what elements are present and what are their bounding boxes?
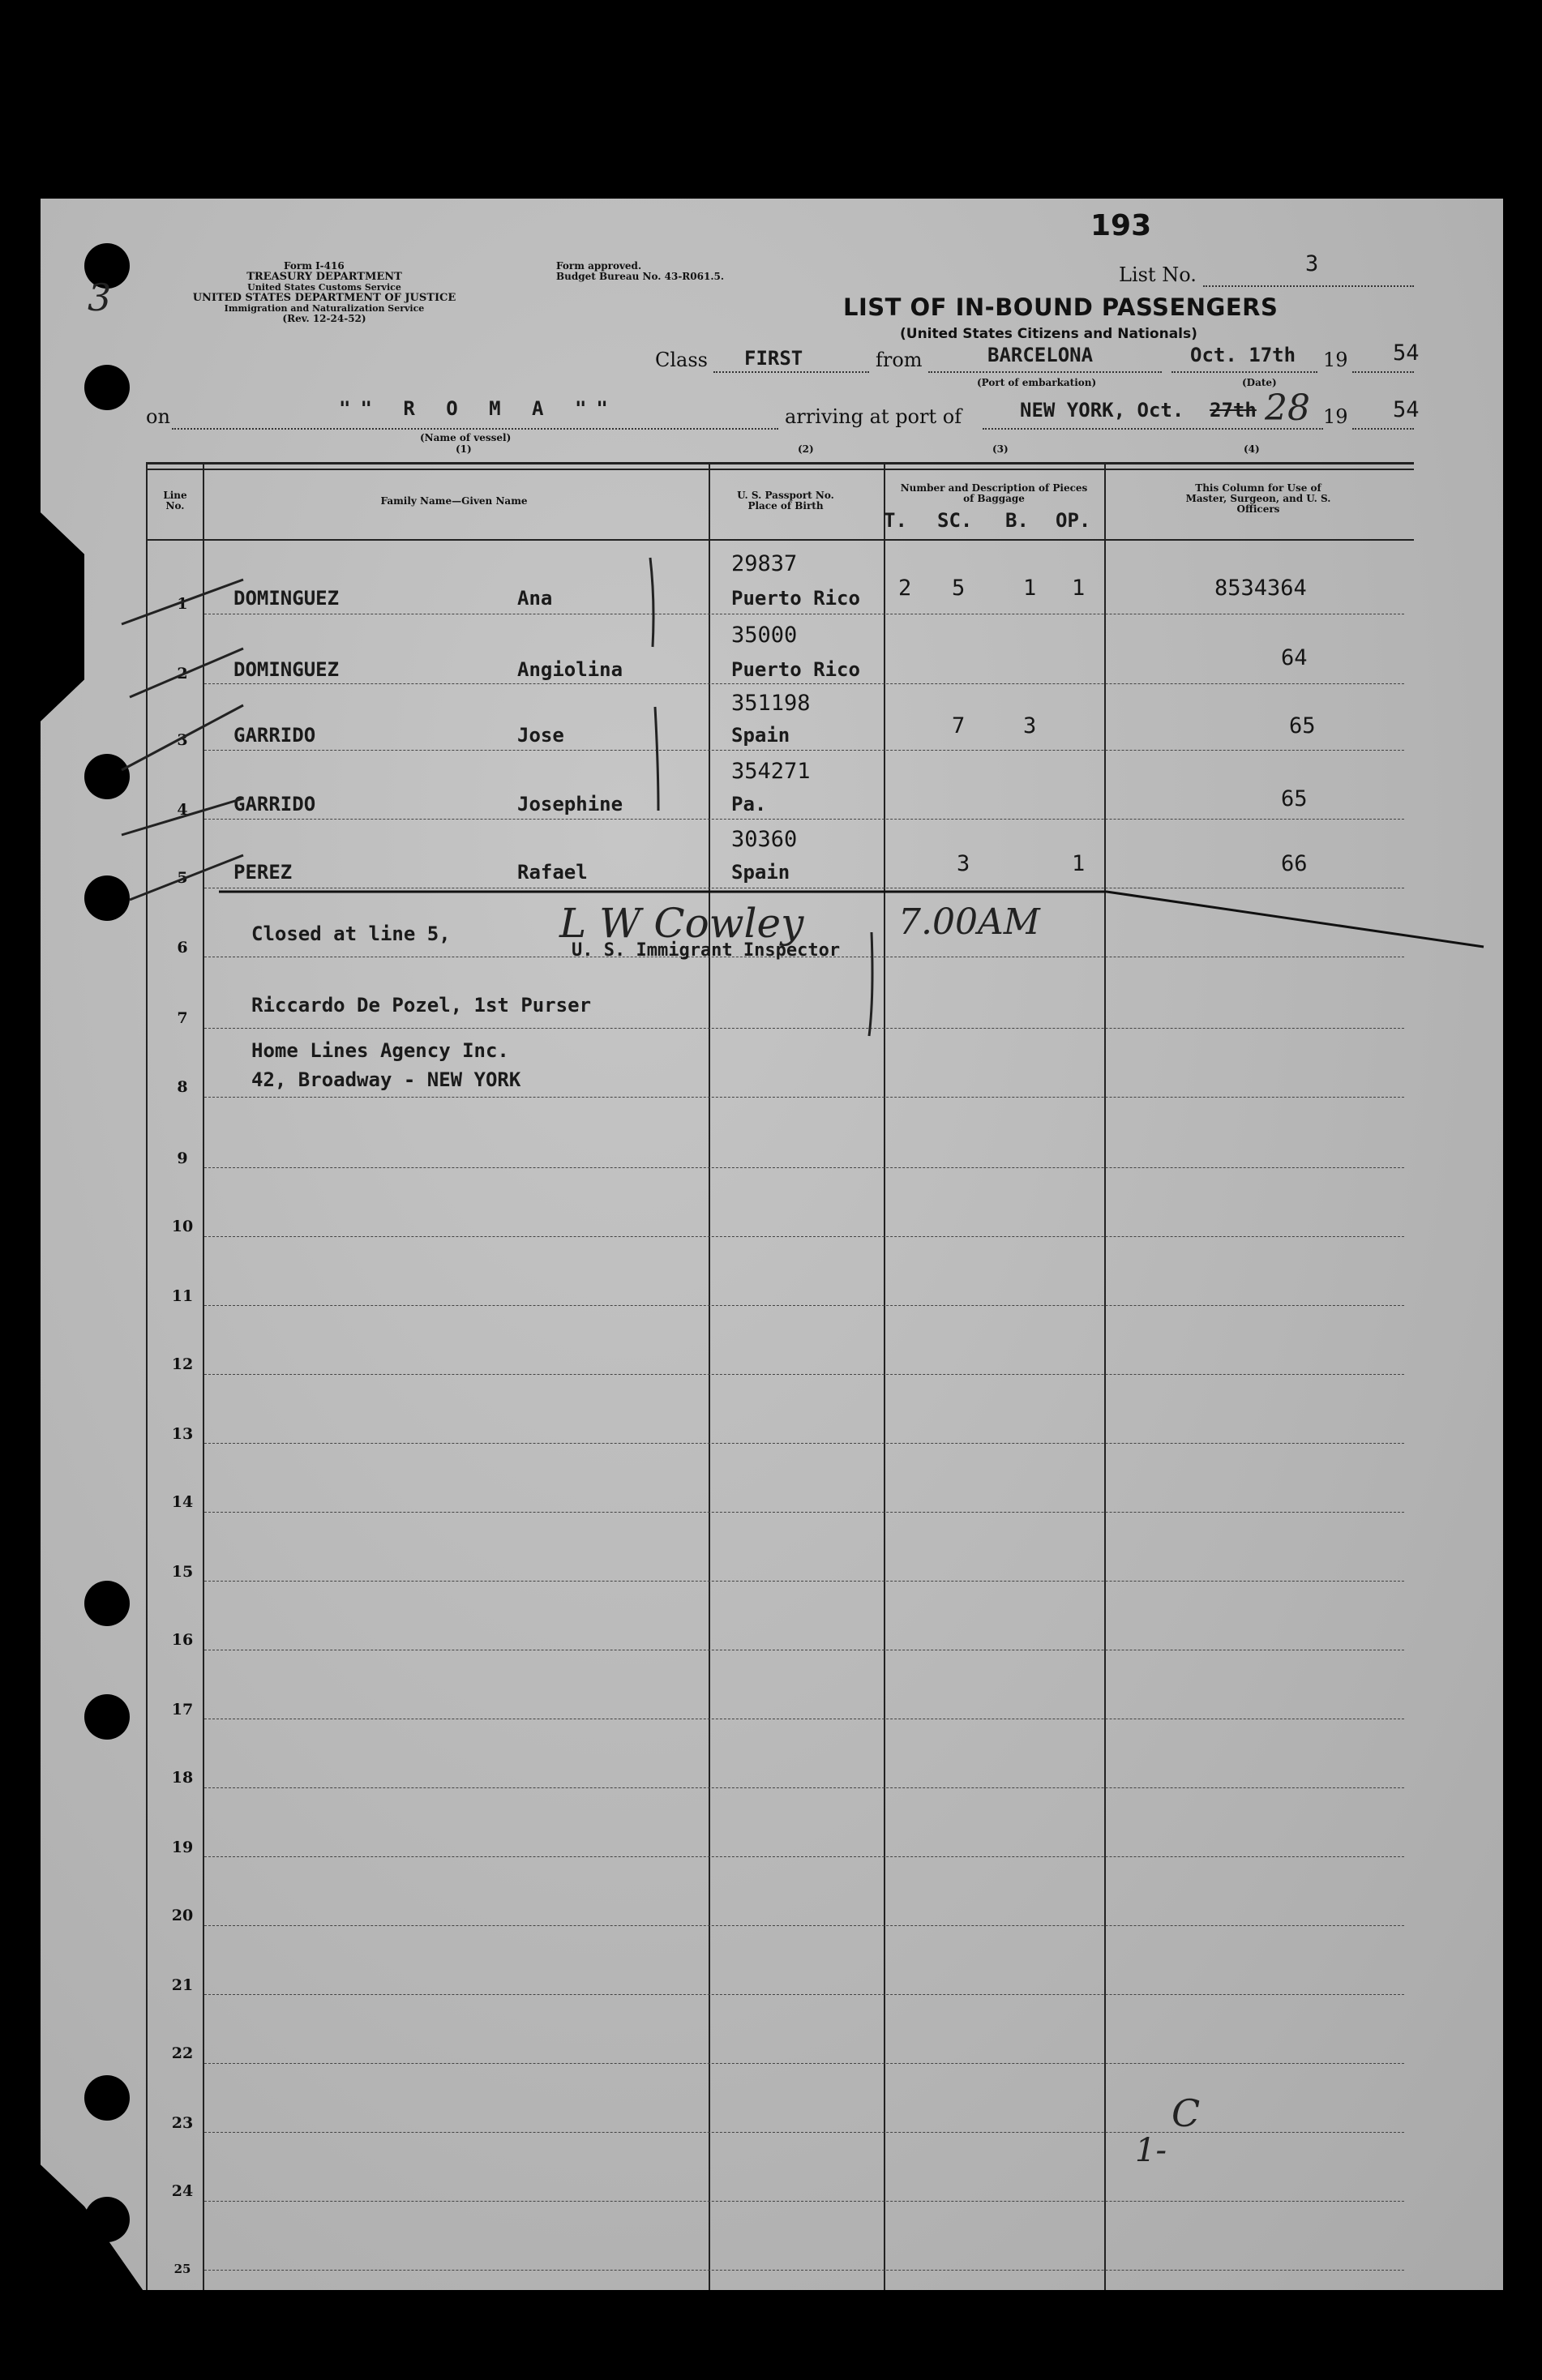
passenger-passport: 29837 xyxy=(731,551,798,576)
page-number: 193 xyxy=(1090,209,1152,242)
passenger-family: DOMINGUEZ xyxy=(233,587,340,610)
form-approved: Form approved. xyxy=(556,260,642,272)
check-stroke xyxy=(130,649,243,697)
passenger-birth: Pa. xyxy=(731,793,767,815)
passenger-passport: 354271 xyxy=(731,759,811,784)
passenger-given: Ana xyxy=(517,587,553,610)
passenger-birth: Spain xyxy=(731,861,790,884)
hand-mark: 1- xyxy=(1135,2132,1167,2169)
treasury-dept: TREASURY DEPARTMENT xyxy=(246,271,402,283)
arrival-value: NEW YORK, Oct. xyxy=(1020,399,1184,422)
col-header-officers: This Column for Use of Master, Surgeon, and U. S. Officers xyxy=(1185,482,1331,515)
bag-op-value: 1 xyxy=(1072,576,1086,601)
from-value: BARCELONA xyxy=(987,344,1094,366)
line-number: 13 xyxy=(171,1425,194,1443)
signature-time: 7.00AM xyxy=(898,901,1040,943)
passenger-family: PEREZ xyxy=(233,861,293,884)
officer-note: 65 xyxy=(1289,713,1316,738)
closing-line xyxy=(219,892,1484,947)
class-label: Class xyxy=(655,349,708,371)
bag-op-value: 1 xyxy=(1072,851,1086,876)
bag-b-value: 3 xyxy=(1023,713,1037,738)
bag-sc: SC. xyxy=(937,509,973,532)
line-number: 18 xyxy=(171,1769,194,1787)
passenger-family: DOMINGUEZ xyxy=(233,658,340,681)
line-number: 20 xyxy=(171,1907,194,1924)
line-number: 7 xyxy=(177,1009,188,1027)
line-number: 8 xyxy=(177,1078,188,1096)
officer-note: 66 xyxy=(1281,851,1308,876)
bag-b-value: 1 xyxy=(1023,576,1037,601)
family-bracket xyxy=(655,707,658,811)
col-header-line: Line No. xyxy=(163,490,187,512)
officer-note: 8534364 xyxy=(1214,576,1307,601)
line-number: 9 xyxy=(177,1149,188,1167)
arrival-struck: 27th xyxy=(1210,399,1257,422)
passenger-birth: Puerto Rico xyxy=(731,658,860,681)
ins: Immigration and Naturalization Service xyxy=(224,303,425,314)
port-embark-caption: (Port of embarkation) xyxy=(977,377,1097,388)
line-number: 21 xyxy=(171,1976,194,1994)
passenger-passport: 30360 xyxy=(731,827,798,852)
passenger-given: Jose xyxy=(517,724,564,747)
signature-tail xyxy=(869,932,872,1036)
bag-op: OP. xyxy=(1056,509,1091,532)
passenger-given: Josephine xyxy=(517,793,623,815)
caption-2: (2) xyxy=(798,443,814,455)
arrival-hand: 28 xyxy=(1265,387,1310,429)
officer-note: 65 xyxy=(1281,786,1308,811)
form-subtitle: (United States Citizens and Nationals) xyxy=(900,326,1197,342)
vessel-caption: (Name of vessel) xyxy=(420,432,512,443)
passenger-birth: Puerto Rico xyxy=(731,587,860,610)
passenger-family: GARRIDO xyxy=(233,724,316,747)
caption-1: (1) xyxy=(456,443,472,455)
arriving-label: arriving at port of xyxy=(785,405,962,428)
date-caption: (Date) xyxy=(1242,377,1277,388)
line-number: 24 xyxy=(171,2182,194,2200)
check-stroke xyxy=(130,855,243,900)
justice-dept: UNITED STATES DEPARTMENT OF JUSTICE xyxy=(192,292,456,304)
inspector-signature: L W Cowley xyxy=(559,900,804,947)
line-number: 15 xyxy=(171,1563,194,1581)
passenger-passport: 351198 xyxy=(731,691,811,716)
line-number: 2 xyxy=(177,665,188,683)
line-number: 16 xyxy=(171,1631,194,1649)
officer-note: 64 xyxy=(1281,645,1308,670)
col-header-passport: U. S. Passport No. Place of Birth xyxy=(737,490,834,512)
line-number: 19 xyxy=(171,1839,194,1856)
class-value: FIRST xyxy=(744,347,803,370)
passenger-passport: 35000 xyxy=(731,623,798,648)
year-value-2: 54 xyxy=(1393,397,1420,422)
purser: Riccardo De Pozel, 1st Purser xyxy=(251,994,592,1017)
passenger-given: Angiolina xyxy=(517,658,623,681)
bag-sc-value: 3 xyxy=(957,851,970,876)
check-stroke xyxy=(122,580,243,624)
bag-t-value: 2 xyxy=(898,576,912,601)
budget-bureau: Budget Bureau No. 43-R061.5. xyxy=(556,271,725,282)
caption-4: (4) xyxy=(1244,443,1260,455)
caption-3: (3) xyxy=(992,443,1009,455)
year-value: 54 xyxy=(1393,340,1420,366)
check-stroke xyxy=(122,798,243,835)
line-number: 1 xyxy=(177,595,188,613)
passenger-birth: Spain xyxy=(731,724,790,747)
list-no-label: List No. xyxy=(1119,263,1197,286)
line-number: 14 xyxy=(171,1493,194,1511)
vessel-value: "" R O M A "" xyxy=(339,397,618,420)
col-header-name: Family Name—Given Name xyxy=(380,495,528,507)
agency-address: 42, Broadway - NEW YORK xyxy=(251,1068,521,1091)
check-stroke xyxy=(122,705,243,770)
line-number: 12 xyxy=(171,1355,194,1373)
hand-mark: C xyxy=(1171,2091,1201,2135)
inspector-title: U. S. Immigrant Inspector xyxy=(572,940,841,961)
form-title: LIST OF IN-BOUND PASSENGERS xyxy=(843,293,1279,321)
line-number: 22 xyxy=(171,2044,194,2062)
date-value: Oct. 17th xyxy=(1190,344,1296,366)
line-number: 25 xyxy=(173,2262,191,2276)
line-number: 5 xyxy=(177,869,188,887)
family-bracket xyxy=(650,558,653,647)
passenger-given: Rafael xyxy=(517,861,588,884)
col-header-baggage: Number and Description of Pieces of Baggage xyxy=(900,482,1088,504)
bag-sc-value: 5 xyxy=(952,576,966,601)
line-number: 3 xyxy=(177,731,188,749)
year-prefix: 19 xyxy=(1323,349,1348,371)
closed-at-line: Closed at line 5, xyxy=(251,922,451,945)
bag-b: B. xyxy=(1005,509,1029,532)
line-number: 6 xyxy=(177,939,188,957)
agency: Home Lines Agency Inc. xyxy=(251,1039,509,1062)
margin-mark: 3 xyxy=(88,276,112,319)
year-prefix-2: 19 xyxy=(1323,405,1348,428)
line-number: 4 xyxy=(177,801,188,819)
on-label: on xyxy=(146,405,170,428)
bag-sc-value: 7 xyxy=(952,713,966,738)
line-number: 10 xyxy=(171,1218,194,1235)
list-no-value: 3 xyxy=(1305,251,1319,276)
from-label: from xyxy=(876,349,923,371)
form-id: Form I-416 xyxy=(284,260,345,272)
passenger-family: GARRIDO xyxy=(233,793,316,815)
revision: (Rev. 12-24-52) xyxy=(282,313,366,324)
customs-service: United States Customs Service xyxy=(247,282,401,293)
line-number: 11 xyxy=(171,1287,194,1305)
line-number: 17 xyxy=(171,1701,194,1719)
bag-t: T. xyxy=(884,509,907,532)
line-number: 23 xyxy=(171,2114,194,2132)
